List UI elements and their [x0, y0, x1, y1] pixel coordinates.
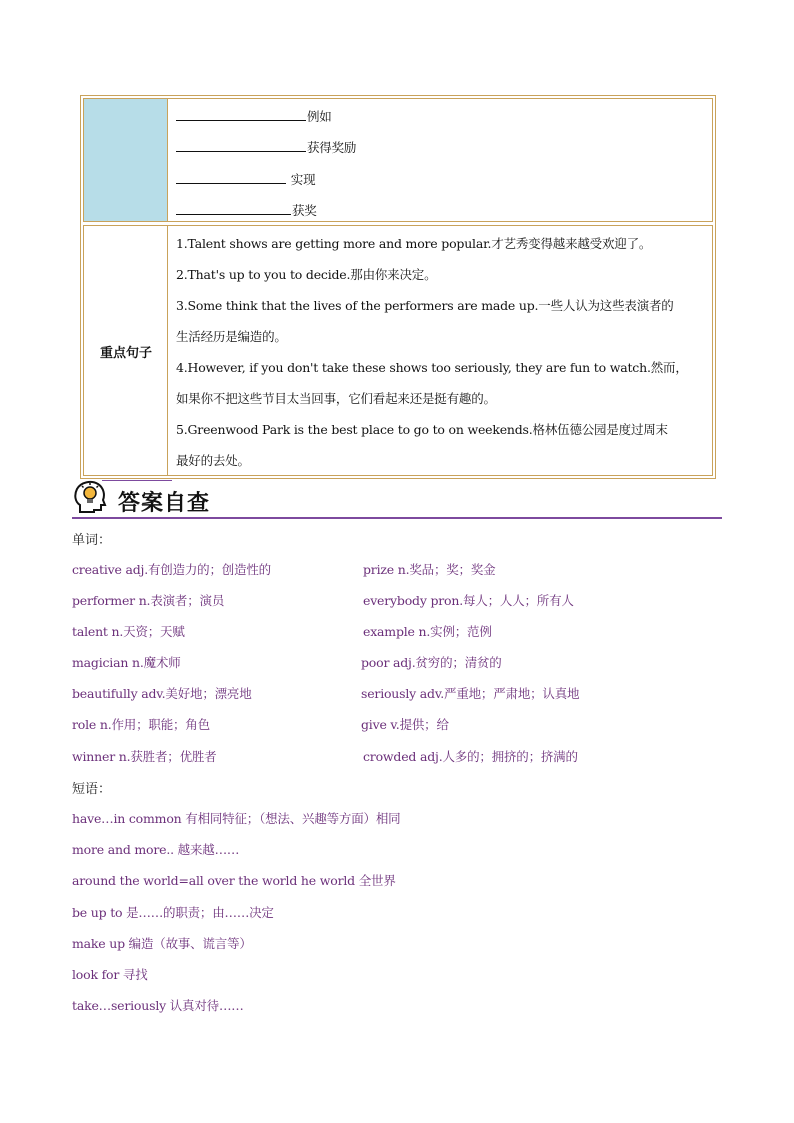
sentences-cell [168, 226, 712, 475]
words-label: 单词： [72, 533, 112, 548]
row-label-cell [84, 99, 168, 221]
phrase-item: more and more.. 越来越…… [72, 842, 240, 857]
word-item: beautifully adv.美好地；漂亮地 [72, 686, 252, 701]
sentence-line: 生活经历是编造的。 [176, 329, 287, 344]
sentence-line: 4.However, if you don't take these shows too seriously, they are fun to watch.然而， [176, 360, 688, 375]
phrase-item: look for 寻找 [72, 967, 148, 982]
table-row-key-sentences [83, 225, 713, 476]
word-item: magician n.魔术师 [72, 655, 181, 670]
blank-lines-cell [168, 99, 712, 221]
phrase-item: make up 编造（故事、谎言等） [72, 936, 252, 951]
word-item: creative adj.有创造力的；创造性的 [72, 562, 271, 577]
fill-blank-line: 实现 [176, 170, 315, 188]
word-item: example n.实例；范例 [363, 624, 492, 639]
fill-blank-line: 例如 [176, 107, 332, 125]
sentence-line: 最好的去处。 [176, 453, 250, 468]
phrases-label: 短语： [72, 782, 112, 797]
word-item: poor adj.贫穷的；清贫的 [361, 655, 502, 670]
word-item: everybody pron.每人；人人；所有人 [363, 593, 574, 608]
row-label-key-sentences: 重点句子 [99, 346, 152, 361]
sentence-line: 5.Greenwood Park is the best place to go to on weekends.格林伍德公园是度过周末 [176, 422, 668, 437]
sentence-line: 1.Talent shows are getting more and more popular.才艺秀变得越来越受欢迎了。 [176, 236, 652, 251]
key-points-table [80, 95, 716, 479]
table-row-phrases-blank [83, 98, 713, 222]
word-item: talent n.天资；天赋 [72, 624, 185, 639]
sentence-line: 3.Some think that the lives of the performers are made up.一些人认为这些表演者的 [176, 298, 674, 313]
word-item: winner n.获胜者；优胜者 [72, 749, 217, 764]
answer-blank[interactable] [176, 171, 286, 184]
phrase-item: around the world=all over the world he world 全世界 [72, 873, 396, 888]
section-title: 答案自查 [118, 491, 211, 516]
header-underline [72, 517, 722, 519]
phrase-item: be up to 是……的职责；由……决定 [72, 905, 274, 920]
sentence-line: 如果你不把这些节目太当回事，它们看起来还是挺有趣的。 [176, 391, 496, 406]
answer-check-header [72, 476, 722, 520]
answer-blank[interactable] [176, 108, 306, 121]
header-top-rule [102, 480, 172, 481]
word-item: prize n.奖品；奖；奖金 [363, 562, 496, 577]
word-item: role n.作用；职能；角色 [72, 717, 210, 732]
phrase-item: have…in common 有相同特征；（想法、兴趣等方面）相同 [72, 811, 401, 826]
phrase-item: take…seriously 认真对待…… [72, 998, 244, 1013]
word-item: give v.提供；给 [361, 717, 449, 732]
word-item: crowded adj.人多的；拥挤的；挤满的 [363, 749, 578, 764]
answer-blank[interactable] [176, 202, 291, 215]
answer-blank[interactable] [176, 139, 306, 152]
head-bulb-icon [72, 478, 110, 516]
sentence-line: 2.That's up to you to decide.那由你来决定。 [176, 267, 437, 282]
fill-blank-line: 获得奖励 [176, 138, 356, 156]
fill-blank-line: 获奖 [176, 201, 317, 219]
word-item: performer n.表演者；演员 [72, 593, 225, 608]
row-label-cell [84, 226, 168, 475]
word-item: seriously adv.严重地；严肃地；认真地 [361, 686, 580, 701]
